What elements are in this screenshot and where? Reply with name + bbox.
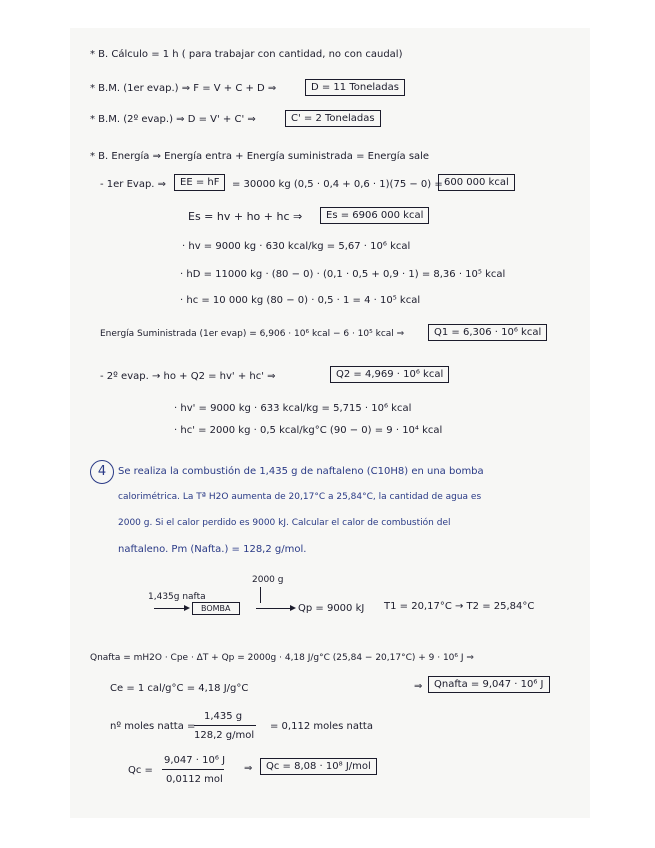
qc-label: Qc = xyxy=(128,765,153,776)
first-evap-label: - 1er Evap. ⇒ xyxy=(100,179,167,190)
diagram-qp-label: Qp = 9000 kJ xyxy=(298,603,365,614)
ee-box: EE = hF xyxy=(174,174,225,191)
problem-number-circle: 4 xyxy=(90,460,114,484)
notebook-page xyxy=(70,28,590,818)
es-result-box: Es = 6906 000 kcal xyxy=(320,207,429,224)
bomba-box: BOMBA xyxy=(192,602,240,615)
q1-result-box: Q1 = 6,306 · 10⁶ kcal xyxy=(428,324,547,341)
mass-balance-2-text: * B.M. (2º evap.) ⇒ D = V' + C' ⇒ xyxy=(90,114,256,125)
qc-denominator: 0,0112 mol xyxy=(166,774,223,785)
problem-4-line-1: Se realiza la combustión de 1,435 g de naftaleno (C10H8) en una bomba xyxy=(118,466,484,477)
hc-prime-line: · hc' = 2000 kg · 0,5 kcal/kg°C (90 − 0) = 9 · 10⁴ kcal xyxy=(174,425,443,436)
hc-line: · hc = 10 000 kg (80 − 0) · 0,5 · 1 = 4 · 10⁵ kcal xyxy=(180,295,421,306)
diagram-mass-label: 1,435g nafta xyxy=(148,592,206,602)
qnafta-equation: Qnafta = mH2O · Cpe · ΔT + Qp = 2000g · 4,18 J/g°C (25,84 − 20,17°C) + 9 · 10⁶ J ⇒ xyxy=(90,653,474,663)
ce-line: Ce = 1 cal/g°C = 4,18 J/g°C xyxy=(110,683,249,694)
calc-basis-line: * B. Cálculo = 1 h ( para trabajar con cantidad, no con caudal) xyxy=(90,49,403,60)
moles-denominator: 128,2 g/mol xyxy=(194,730,255,741)
water-inlet-line xyxy=(260,587,261,603)
qnafta-result-box: Qnafta = 9,047 · 10⁶ J xyxy=(428,676,550,693)
supplied-energy-text: Energía Suministrada (1er evap) = 6,906 · 10⁶ kcal − 6 · 10⁵ kcal ⇒ xyxy=(100,329,405,339)
energy-balance-heading: * B. Energía ⇒ Energía entra + Energía suministrada = Energía sale xyxy=(90,151,430,162)
second-evap-equation: - 2º evap. → ho + Q2 = hv' + hc' ⇒ xyxy=(100,371,276,382)
es-equation: Es = hv + ho + hc ⇒ xyxy=(188,210,303,223)
problem-4-line-2: calorimétrica. La Tª H2O aumenta de 20,17°C a 25,84°C, la cantidad de agua es xyxy=(118,492,482,502)
heat-out-arrow xyxy=(256,608,294,609)
hv-prime-line: · hv' = 9000 kg · 633 kcal/kg = 5,715 · 10⁶ kcal xyxy=(174,403,412,414)
mass-balance-1-text: * B.M. (1er evap.) ⇒ F = V + C + D ⇒ xyxy=(90,83,277,94)
hd-line: · hD = 11000 kg · (80 − 0) · (0,1 · 0,5 + 0,9 · 1) = 8,36 · 10⁵ kcal xyxy=(180,269,506,280)
qc-numerator: 9,047 · 10⁶ J xyxy=(164,755,226,766)
diagram-temps-label: T1 = 20,17°C → T2 = 25,84°C xyxy=(384,601,535,612)
ee-result-box: 600 000 kcal xyxy=(438,174,515,191)
q2-result-box: Q2 = 4,969 · 10⁶ kcal xyxy=(330,366,449,383)
qc-result-box: Qc = 8,08 · 10⁸ J/mol xyxy=(260,758,377,775)
moles-result: = 0,112 moles natta xyxy=(270,721,373,732)
hv-line: · hv = 9000 kg · 630 kcal/kg = 5,67 · 10⁶ kcal xyxy=(182,241,411,252)
moles-numerator: 1,435 g xyxy=(204,711,243,722)
problem-4-line-3: 2000 g. Si el calor perdido es 9000 kJ. Calcular el calor de combustión del xyxy=(118,518,451,528)
qnafta-implies: ⇒ xyxy=(414,681,423,692)
moles-fraction-bar xyxy=(194,725,256,726)
result-c-box: C' = 2 Toneladas xyxy=(285,110,381,127)
result-d-box: D = 11 Toneladas xyxy=(305,79,405,96)
moles-label: nº moles natta = xyxy=(110,721,196,732)
feed-arrow xyxy=(154,608,188,609)
qc-implies: ⇒ xyxy=(244,763,253,774)
diagram-water-label: 2000 g xyxy=(252,575,284,585)
ee-calc: = 30000 kg (0,5 · 0,4 + 0,6 · 1)(75 − 0) = xyxy=(232,179,443,190)
problem-4-line-4: naftaleno. Pm (Nafta.) = 128,2 g/mol. xyxy=(118,544,307,555)
qc-fraction-bar xyxy=(162,769,224,770)
